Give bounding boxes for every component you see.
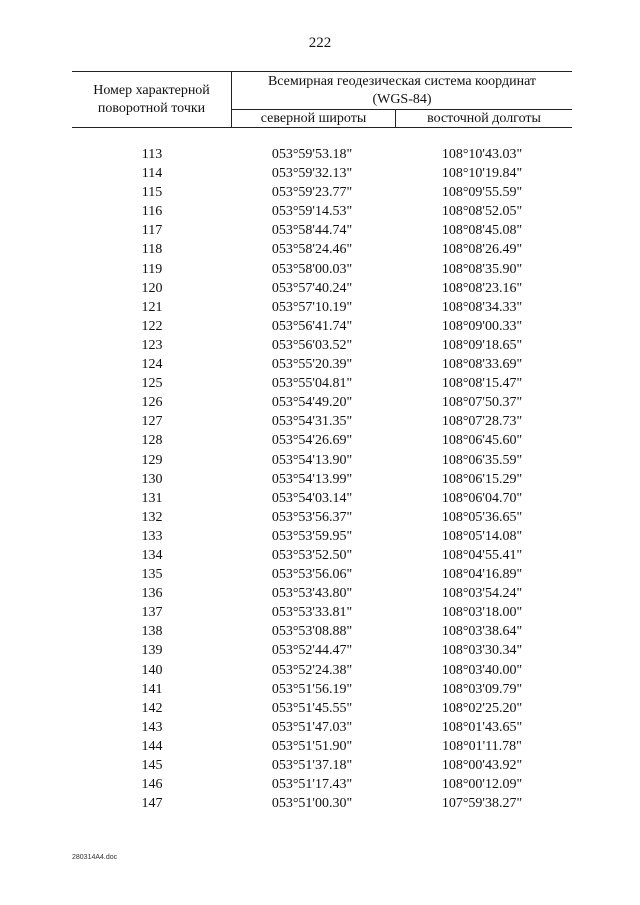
table-row bbox=[72, 718, 572, 737]
longitude-cell: 108°02'25.20" bbox=[441, 700, 523, 716]
latitude-cell: 053°52'44.47" bbox=[271, 643, 353, 659]
longitude-cell: 108°08'23.16" bbox=[441, 280, 523, 296]
latitude-cell: 053°59'32.13" bbox=[271, 166, 353, 182]
point-number-cell: 143 bbox=[141, 719, 163, 735]
longitude-cell: 108°10'19.84" bbox=[441, 166, 523, 182]
longitude-cell: 108°03'54.24" bbox=[441, 586, 523, 602]
page-number: 222 bbox=[308, 35, 332, 51]
latitude-cell: 053°53'43.80" bbox=[271, 586, 353, 602]
point-number-cell: 122 bbox=[141, 318, 163, 334]
latitude-cell: 053°54'13.90" bbox=[271, 452, 353, 468]
point-number-cell: 113 bbox=[141, 147, 163, 162]
longitude-cell: 108°09'55.59" bbox=[441, 185, 523, 201]
point-number-cell: 117 bbox=[141, 223, 163, 239]
latitude-cell: 053°58'24.46" bbox=[271, 242, 353, 258]
longitude-cell: 108°08'26.49" bbox=[441, 242, 523, 258]
latitude-cell: 053°53'59.95" bbox=[271, 528, 353, 544]
point-number-cell: 147 bbox=[141, 796, 163, 812]
longitude-cell: 108°08'45.08" bbox=[441, 223, 523, 239]
table-row bbox=[72, 221, 572, 240]
longitude-cell: 108°06'04.70" bbox=[441, 490, 523, 506]
table-row bbox=[72, 393, 572, 412]
longitude-cell: 108°07'50.37" bbox=[441, 395, 523, 411]
longitude-cell: 108°05'36.65" bbox=[441, 509, 523, 525]
latitude-cell: 053°51'17.43" bbox=[271, 777, 353, 793]
table-row bbox=[72, 756, 572, 775]
longitude-cell: 108°01'43.65" bbox=[441, 719, 523, 735]
file-name-footer: 280314A4.doc bbox=[72, 854, 118, 861]
point-number-cell: 130 bbox=[141, 471, 163, 487]
latitude-cell: 053°51'51.90" bbox=[271, 738, 353, 754]
point-number-cell: 128 bbox=[141, 433, 163, 449]
latitude-cell: 053°54'31.35" bbox=[271, 414, 353, 430]
coordinate-table-body bbox=[72, 145, 572, 813]
latitude-cell: 053°52'24.38" bbox=[271, 662, 353, 678]
latitude-cell: 053°59'53.18" bbox=[271, 147, 353, 162]
point-number-cell: 140 bbox=[141, 662, 163, 678]
point-number-cell: 119 bbox=[141, 261, 163, 277]
longitude-cell: 108°00'12.09" bbox=[441, 777, 523, 793]
table-row bbox=[72, 355, 572, 374]
longitude-cell: 108°03'18.00" bbox=[441, 605, 523, 621]
longitude-cell: 108°08'52.05" bbox=[441, 204, 523, 220]
latitude-cell: 053°56'41.74" bbox=[271, 318, 353, 334]
table-row bbox=[72, 374, 572, 393]
table-row bbox=[72, 431, 572, 450]
header-coordinate-system bbox=[232, 72, 572, 108]
table-row bbox=[72, 661, 572, 680]
longitude-cell: 108°03'30.34" bbox=[441, 643, 523, 659]
table-row bbox=[72, 775, 572, 794]
longitude-cell: 108°05'14.08" bbox=[441, 528, 523, 544]
point-number-cell: 115 bbox=[141, 185, 163, 201]
header-system-line1: Всемирная геодезическая система координат bbox=[267, 74, 537, 89]
table-row bbox=[72, 622, 572, 641]
table-row bbox=[72, 260, 572, 279]
table-row bbox=[72, 680, 572, 699]
latitude-cell: 053°51'37.18" bbox=[271, 758, 353, 773]
longitude-cell: 108°03'09.79" bbox=[441, 681, 523, 697]
latitude-cell: 053°53'52.50" bbox=[271, 547, 353, 563]
latitude-cell: 053°56'03.52" bbox=[271, 337, 353, 353]
table-row bbox=[72, 202, 572, 221]
latitude-cell: 053°51'56.19" bbox=[271, 681, 353, 697]
point-number-cell: 120 bbox=[141, 280, 163, 296]
table-row bbox=[72, 489, 572, 508]
point-number-cell: 135 bbox=[141, 567, 163, 583]
longitude-cell: 108°06'45.60" bbox=[441, 433, 523, 449]
header-longitude: восточной долготы bbox=[427, 111, 541, 126]
latitude-cell: 053°51'00.30" bbox=[271, 796, 353, 812]
table-row bbox=[72, 183, 572, 202]
point-number-cell: 127 bbox=[141, 414, 163, 430]
table-row bbox=[72, 145, 572, 164]
longitude-cell: 108°09'18.65" bbox=[441, 337, 523, 353]
longitude-cell: 108°01'11.78" bbox=[442, 738, 522, 754]
table-row bbox=[72, 298, 572, 317]
header-latitude: северной широты bbox=[232, 110, 396, 127]
latitude-cell: 053°51'47.03" bbox=[271, 719, 353, 735]
table-row bbox=[72, 641, 572, 660]
table-row bbox=[72, 699, 572, 718]
longitude-cell: 108°00'43.92" bbox=[441, 758, 523, 773]
table-header bbox=[72, 71, 572, 128]
table-row bbox=[72, 240, 572, 259]
longitude-cell: 108°03'38.64" bbox=[441, 624, 523, 640]
longitude-cell: 108°04'16.89" bbox=[441, 567, 523, 583]
point-number-cell: 126 bbox=[141, 395, 163, 411]
latitude-cell: 053°53'33.81" bbox=[271, 605, 353, 621]
point-number-cell: 121 bbox=[141, 299, 163, 315]
table-row bbox=[72, 584, 572, 603]
longitude-cell: 108°10'43.03" bbox=[441, 147, 523, 162]
table-row bbox=[72, 546, 572, 565]
longitude-cell: 108°03'40.00" bbox=[441, 662, 523, 678]
point-number-cell: 129 bbox=[141, 452, 163, 468]
table-row bbox=[72, 317, 572, 336]
longitude-cell: 108°08'15.47" bbox=[441, 376, 523, 392]
longitude-cell: 108°07'28.73" bbox=[441, 414, 523, 430]
latitude-cell: 053°58'00.03" bbox=[271, 261, 353, 277]
table-row bbox=[72, 470, 572, 489]
latitude-cell: 053°55'20.39" bbox=[271, 357, 353, 373]
longitude-cell: 108°06'15.29" bbox=[441, 471, 523, 487]
header-system-line2: (WGS-84) bbox=[372, 92, 432, 107]
point-number-cell: 134 bbox=[141, 547, 163, 563]
table-row bbox=[72, 412, 572, 431]
latitude-cell: 053°53'08.88" bbox=[271, 624, 353, 640]
point-number-cell: 139 bbox=[141, 643, 163, 659]
latitude-cell: 053°59'23.77" bbox=[271, 185, 353, 201]
point-number-cell: 118 bbox=[141, 242, 163, 258]
table-row bbox=[72, 737, 572, 756]
point-number-cell: 142 bbox=[141, 700, 163, 716]
longitude-cell: 108°06'35.59" bbox=[441, 452, 523, 468]
point-number-cell: 125 bbox=[141, 376, 163, 392]
table-row bbox=[72, 794, 572, 813]
point-number-cell: 144 bbox=[141, 738, 163, 754]
point-number-cell: 132 bbox=[141, 509, 163, 525]
longitude-cell: 108°09'00.33" bbox=[441, 318, 523, 334]
point-number-cell: 136 bbox=[141, 586, 163, 602]
point-number-cell: 116 bbox=[141, 204, 163, 220]
point-number-cell: 146 bbox=[141, 777, 163, 793]
table-row bbox=[72, 164, 572, 183]
latitude-cell: 053°59'14.53" bbox=[271, 204, 353, 220]
latitude-cell: 053°57'40.24" bbox=[271, 280, 353, 296]
table-row bbox=[72, 603, 572, 622]
table-row bbox=[72, 508, 572, 527]
header-point-number: Номер характерной поворотной точки bbox=[72, 72, 232, 127]
latitude-cell: 053°54'13.99" bbox=[271, 471, 353, 487]
latitude-cell: 053°54'26.69" bbox=[271, 433, 353, 449]
longitude-cell: 107°59'38.27" bbox=[441, 796, 523, 812]
point-number-cell: 145 bbox=[141, 758, 163, 773]
latitude-cell: 053°54'49.20" bbox=[271, 395, 353, 411]
point-number-cell: 137 bbox=[141, 605, 163, 621]
point-number-cell: 124 bbox=[141, 357, 163, 373]
latitude-cell: 053°53'56.37" bbox=[271, 509, 353, 525]
latitude-cell: 053°54'03.14" bbox=[271, 490, 353, 506]
table-row bbox=[72, 527, 572, 546]
table-row bbox=[72, 336, 572, 355]
latitude-cell: 053°57'10.19" bbox=[271, 299, 353, 315]
point-number-cell: 141 bbox=[141, 681, 163, 697]
latitude-cell: 053°53'56.06" bbox=[271, 567, 353, 583]
point-number-cell: 114 bbox=[141, 166, 163, 182]
point-number-cell: 131 bbox=[141, 490, 163, 506]
latitude-cell: 053°58'44.74" bbox=[271, 223, 353, 239]
latitude-cell: 053°55'04.81" bbox=[271, 376, 353, 392]
longitude-cell: 108°08'35.90" bbox=[441, 261, 523, 277]
table-row bbox=[72, 565, 572, 584]
latitude-cell: 053°51'45.55" bbox=[271, 700, 353, 716]
table-row bbox=[72, 451, 572, 470]
point-number-cell: 133 bbox=[141, 528, 163, 544]
longitude-cell: 108°08'34.33" bbox=[441, 299, 523, 315]
point-number-cell: 123 bbox=[141, 337, 163, 353]
longitude-cell: 108°04'55.41" bbox=[441, 547, 523, 563]
longitude-cell: 108°08'33.69" bbox=[441, 357, 523, 373]
point-number-cell: 138 bbox=[141, 624, 163, 640]
table-row bbox=[72, 279, 572, 298]
